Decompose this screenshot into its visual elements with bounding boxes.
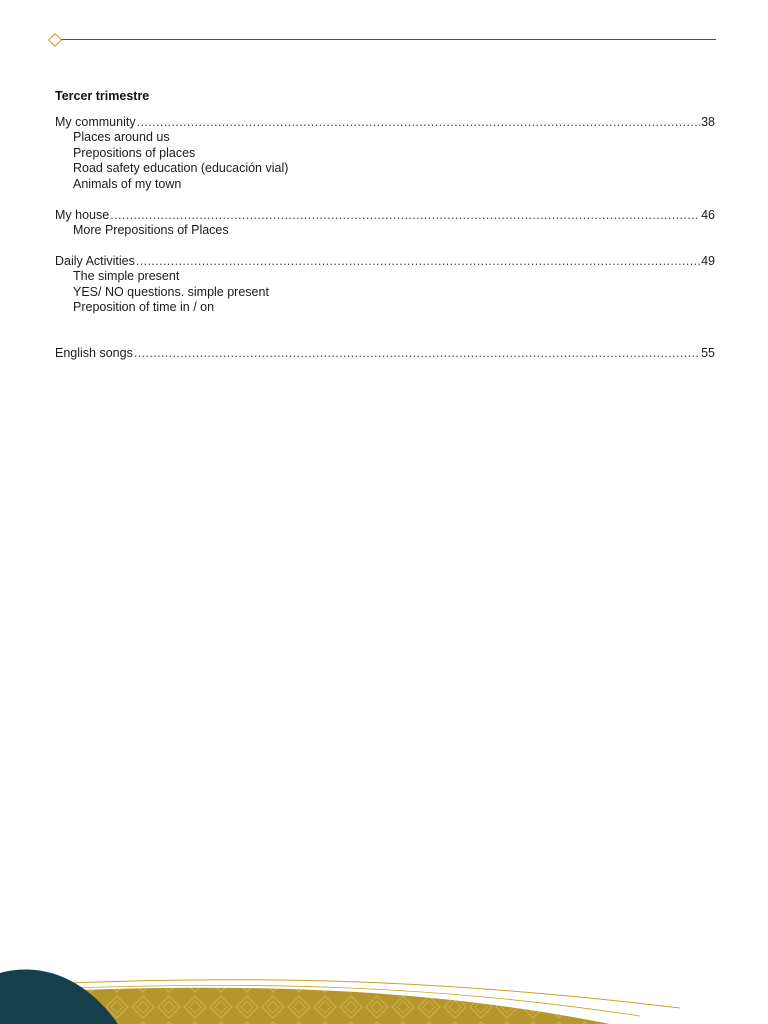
dot-leader [137,115,701,130]
toc-subitem: Road safety education (educación vial) [73,161,289,176]
toc-entry-my-community [55,115,715,192]
toc-page-number: 46 [701,207,715,222]
table-of-contents [55,115,715,362]
dot-leader [134,346,700,361]
section-heading: Tercer trimestre [55,89,150,103]
toc-entry-my-house [55,208,715,239]
footer-gold-band [80,988,610,1024]
toc-entry-daily-activities [55,254,715,316]
toc-entry-english-songs [55,346,715,361]
footer-decoration [0,968,768,1024]
toc-entry-title: My community [55,115,136,129]
dot-leader [136,254,700,269]
toc-page-number: 38 [701,115,715,129]
toc-page-number: 55 [701,346,715,361]
toc-entry-title: English songs [55,346,133,361]
dot-leader [110,208,700,223]
toc-entry-title: Daily Activities [55,253,135,268]
header-rule [56,39,716,40]
toc-subitem: YES/ NO questions. simple present [73,284,269,299]
diamond-icon [48,33,62,47]
toc-subitem: Preposition of time in / on [73,300,215,315]
toc-subitem: More Prepositions of Places [73,222,229,237]
toc-subitem: Places around us [73,130,170,145]
toc-subitem: The simple present [73,269,180,284]
toc-page-number: 49 [701,253,715,268]
toc-subitem: Animals of my town [73,176,182,191]
toc-entry-title: My house [55,207,110,222]
toc-subitem: Prepositions of places [73,145,196,160]
